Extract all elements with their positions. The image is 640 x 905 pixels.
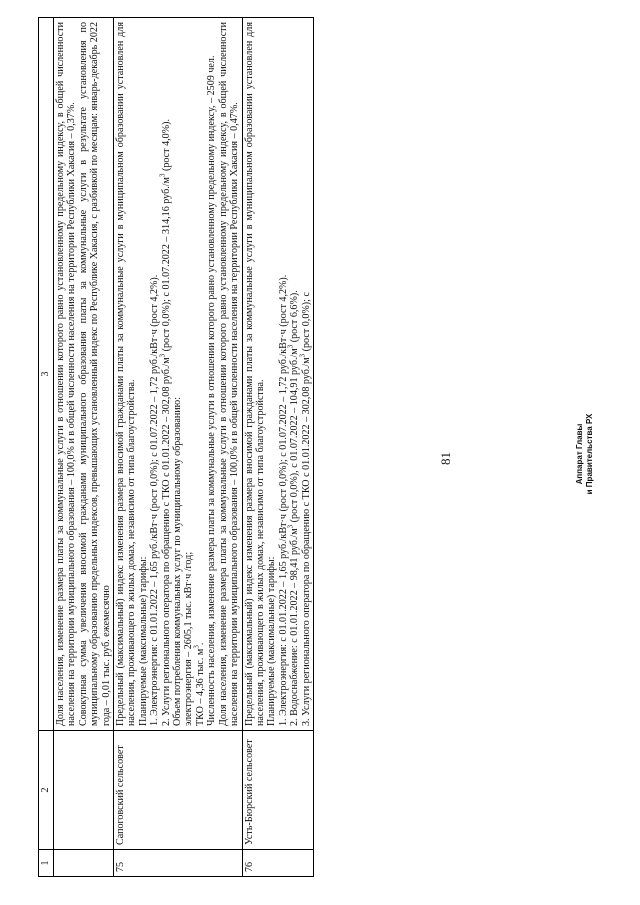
header-col-1: 1 xyxy=(39,850,54,877)
text-fragment: 3. Услуги регионального оператора по обращению с ТКО с 01.01.2022 – 302,08 руб./м xyxy=(300,357,312,726)
row-number-cell xyxy=(54,850,114,877)
text-fragment: (рост 0,0%); с 01.07.2022 – 314,16 руб./м xyxy=(160,177,172,354)
row-text-cell xyxy=(114,18,242,731)
text-line: Численность населения, изменение размера платы за коммунальные услуги в отношении которого равно установленному предельному индексу, – 2509 чел. xyxy=(206,55,218,726)
superscript: 3 xyxy=(298,353,307,358)
row-number-cell: 76 xyxy=(242,850,313,877)
header-col-3: 3 xyxy=(39,18,54,731)
tariff-table xyxy=(38,17,314,877)
superscript: 3 xyxy=(286,344,295,349)
text-line xyxy=(298,22,312,726)
page-number: 81 xyxy=(438,452,453,465)
text-line xyxy=(286,22,301,726)
table-row-75 xyxy=(114,18,242,877)
text-line: Предельный (максимальный) индекс изменения размера вносимой гражданами платы за коммунальные услуги в муниципальном образовании установлен для населения, проживающего в жилых домах, независимо от типа благоустройства. xyxy=(115,22,138,726)
text-fragment: . xyxy=(194,642,206,646)
row-number-cell: 75 xyxy=(114,850,242,877)
text-line xyxy=(192,22,206,726)
row-name-cell xyxy=(54,731,114,850)
text-fragment: (рост 6,6%). xyxy=(289,290,301,345)
row-text-cell xyxy=(242,18,313,731)
text-line xyxy=(158,22,172,726)
text-fragment: ТКО – 4,36 тыс. м xyxy=(194,648,206,726)
header-col-2: 2 xyxy=(39,731,54,850)
superscript: 3 xyxy=(158,173,167,178)
table-row-continued xyxy=(54,18,114,877)
text-line: Планируемые (максимальные) тарифы: xyxy=(137,556,149,726)
row-name-cell: Усть-Бюрский сельсовет xyxy=(242,731,313,850)
text-fragment: 2. Водоснабжение: с 01.01.2022 – 98,41 руб./м xyxy=(289,528,301,726)
text-line: Объем потребления коммунальных услуг по муниципальному образованию: xyxy=(172,396,184,726)
table-header-row xyxy=(39,18,54,877)
superscript: 3 xyxy=(158,353,167,358)
text-fragment: (рост 0,0%); с xyxy=(300,292,312,354)
text-line: Доля населения, изменение размера платы за коммунальные услуги в отношении которого равно установленному предельному индексу, в общей численности населения на территории муниципального образования – 100,0% и в общей численности населения на территории Республики Хакасия – 0,37%. xyxy=(55,22,78,726)
text-line: 1. Электроэнергия: с 01.01.2022 – 1,65 руб./кВт·ч (рост 0,0%); с 01.07.2022 – 1,72 руб./кВт·ч (рост 4,2%). xyxy=(277,274,289,726)
superscript: 3 xyxy=(286,524,295,529)
table-row-76 xyxy=(242,18,313,877)
row-name-cell: Сапоговский сельсовет xyxy=(114,731,242,850)
text-line: Доля населения, изменение размера платы за коммунальные услуги в отношении которого равно установленному предельному индексу, в общей численности населения на территории муниципального образования – 100,0% и в общей численности населения на территории Республики Хакасия – 0,47%. xyxy=(217,22,241,726)
registry-stamp xyxy=(575,399,595,509)
text-line: Предельный (максимальный) индекс изменения размера вносимой гражданами платы за коммунальные услуги в муниципальном образовании установлен для населения, проживающего в жилых домах, независимо от типа благоустройства. xyxy=(243,22,266,726)
row-text-cell xyxy=(54,18,114,731)
text-line: электроэнергия – 2605,1 тыс. кВт·ч /год; xyxy=(183,551,195,726)
superscript: 3 xyxy=(192,645,201,649)
text-fragment: (рост 0,0%), с 01.07.2022 – 104,91 руб./м xyxy=(289,348,301,525)
text-fragment: 2. Услуги регионального оператора по обращению с ТКО с 01.01.2022 – 302,08 руб./м xyxy=(160,357,172,726)
text-line: 1. Электроэнергия: с 01.01.2022 – 1,65 руб./кВт·ч (рост 0,0%); с 01.07.2022 – 1,72 руб./кВт·ч (рост 4,2%). xyxy=(149,274,161,726)
text-fragment: (рост 4,0%). xyxy=(160,118,172,174)
text-line: Планируемые (максимальные) тарифы: xyxy=(266,556,278,726)
stamp-line: Аппарат Главы xyxy=(575,423,584,485)
stamp-line: и Правительства РХ xyxy=(585,413,594,495)
text-line: Совокупная сумма увеличения вносимой гражданами муниципального образования платы за коммунальные услуги в результате установления по муниципальному образованию предельных индексов, превышающих установленный индекс по Республике Хакасия, с разбивкой по месяцам: январь-декабрь 2022 года – 0,01 тыс. руб. ежемесячно xyxy=(77,22,112,726)
